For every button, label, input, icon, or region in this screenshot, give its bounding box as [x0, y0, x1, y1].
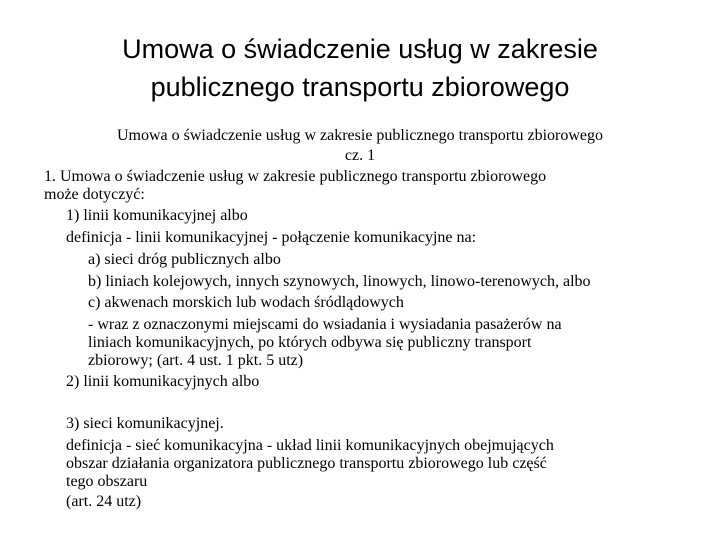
definition-3-line-1: definicja - sieć komunikacyjna - układ linii komunikacyjnych obejmujących	[66, 437, 554, 454]
definition-3-line-3: tego obszaru	[66, 473, 148, 490]
list-item-1: 1) linii komunikacyjnej albo	[66, 207, 248, 224]
definition-1: definicja - linii komunikacyjnej - połączenie komunikacyjne na:	[66, 229, 477, 246]
list-item-2: 2) linii komunikacyjnych albo	[66, 373, 260, 390]
sub-note-line-1: - wraz z oznaczonymi miejscami do wsiadania i wysiadania pasażerów na	[88, 316, 562, 333]
paragraph-1-line-1: 1. Umowa o świadczenie usług w zakresie publicznego transportu zbiorowego	[44, 168, 547, 185]
sub-item-c: c) akwenach morskich lub wodach śródlądowych	[88, 294, 404, 311]
slide-title	[0, 30, 720, 106]
list-item-3: 3) sieci komunikacyjnej.	[66, 415, 224, 432]
sub-item-a: a) sieci dróg publicznych albo	[88, 251, 281, 268]
section-heading-line-2: cz. 1	[344, 147, 376, 164]
slide-title-line-1: Umowa o świadczenie usług w zakresie	[122, 34, 598, 64]
definition-3-line-4: (art. 24 utz)	[66, 493, 142, 510]
sub-note-line-3: zbiorowy; (art. 4 ust. 1 pkt. 5 utz)	[88, 352, 304, 369]
section-heading-line-1: Umowa o świadczenie usług w zakresie publicznego transportu zbiorowego	[116, 127, 604, 144]
slide-title-line-2: publicznego transportu zbiorowego	[150, 72, 570, 102]
sub-note-line-2: liniach komunikacyjnych, po których odbywa się publiczny transport	[88, 334, 532, 351]
sub-item-b: b) liniach kolejowych, innych szynowych, linowych, linowo-terenowych, albo	[88, 273, 591, 290]
paragraph-1-line-2: może dotyczyć:	[44, 186, 145, 203]
definition-3-line-2: obszar działania organizatora publicznego transportu zbiorowego lub część	[66, 455, 547, 472]
